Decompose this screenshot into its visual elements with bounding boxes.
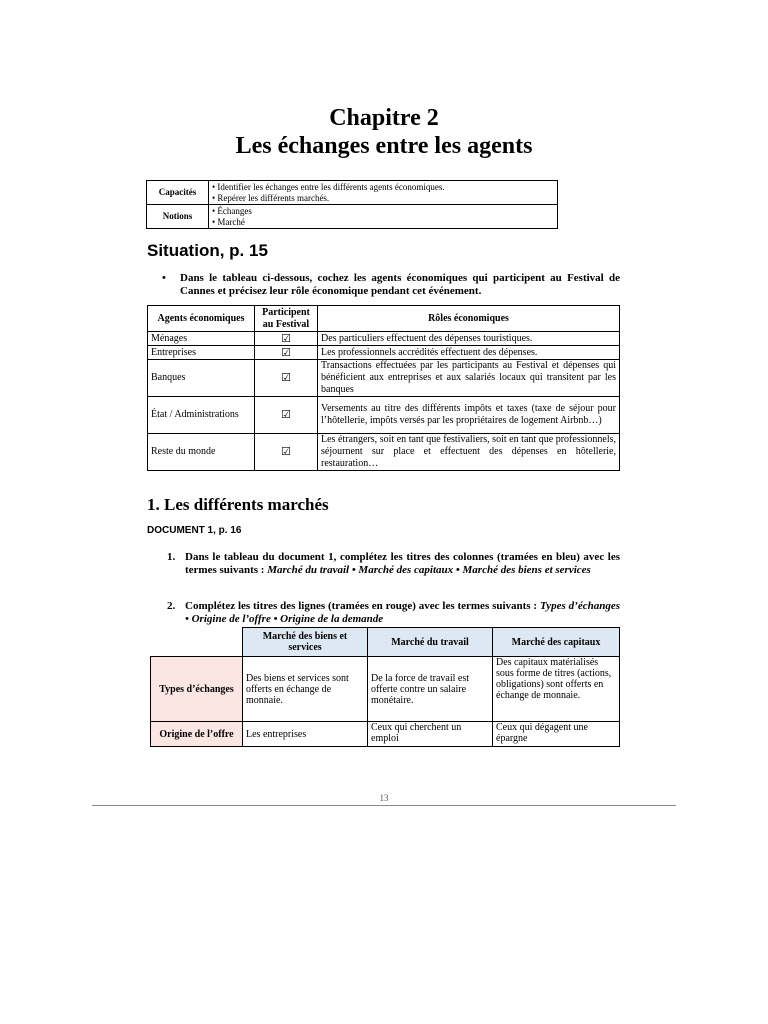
instruction-terms: Types d’échanges • Origine de l’offre • Origine de la demande bbox=[185, 600, 621, 625]
column-header: Marché des capitaux bbox=[493, 628, 620, 657]
checkbox-checked-icon[interactable]: ☑ bbox=[255, 346, 318, 360]
list-item: • Identifier les échanges entre les différents agents économiques. bbox=[212, 181, 445, 192]
table-cell: Des capitaux matérialisés sous forme de titres (actions, obligations) sont offerts en échange de monnaie. bbox=[493, 657, 620, 722]
table-row bbox=[148, 434, 620, 471]
agent-cell: Ménages bbox=[148, 332, 255, 346]
table-cell: Des biens et services sont offerts en échange de monnaie. bbox=[243, 657, 368, 722]
table-row bbox=[151, 657, 620, 722]
table-header-row bbox=[151, 628, 620, 657]
table-header-row bbox=[148, 306, 620, 332]
chapter-subtitle: Les échanges entre les agents bbox=[235, 133, 533, 159]
agent-cell: Entreprises bbox=[148, 346, 255, 360]
table-cell: De la force de travail est offerte contre un salaire monétaire. bbox=[368, 657, 493, 722]
instruction-text: Dans le tableau du document 1, complétez les titres des colonnes (tramées en bleu) avec les termes suivants : bbox=[185, 551, 620, 576]
situation-heading: Situation, p. 15 bbox=[147, 241, 268, 260]
column-header: Agents économiques bbox=[148, 306, 255, 332]
column-header: Marché du travail bbox=[368, 628, 493, 657]
table-row bbox=[148, 397, 620, 434]
role-cell: Des particuliers effectuent des dépenses touristiques. bbox=[318, 332, 620, 346]
instruction-1 bbox=[167, 551, 620, 577]
agent-cell: Reste du monde bbox=[148, 434, 255, 471]
role-cell: Les professionnels accrédités effectuent des dépenses. bbox=[318, 346, 620, 360]
table-cell: Ceux qui dégagent une épargne bbox=[493, 722, 620, 747]
instruction-text: Dans le tableau ci-dessous, cochez les agents économiques qui participent au Festival de Cannes et précisez leur rôle économique pendant cet événement. bbox=[180, 272, 620, 297]
list-item: • Repérer les différents marchés. bbox=[212, 192, 330, 203]
row-content bbox=[209, 205, 558, 229]
table-cell: Ceux qui cherchent un emploi bbox=[368, 722, 493, 747]
row-header: Origine de l’offre bbox=[151, 722, 243, 747]
table-row bbox=[147, 205, 558, 229]
instruction-text: Complétez les titres des lignes (tramées en rouge) avec les termes suivants : bbox=[185, 600, 538, 612]
bullet: • bbox=[162, 272, 166, 284]
instruction-terms: Marché du travail • Marché des capitaux • Marché des biens et services bbox=[267, 564, 591, 576]
markets-table bbox=[150, 627, 620, 747]
instruction-2 bbox=[167, 600, 621, 626]
capacites-table bbox=[146, 180, 558, 229]
role-cell: Les étrangers, soit en tant que festivaliers, soit en tant que professionnels, séjournent sur place et effectuent des dépenses en hôtellerie, restauration… bbox=[318, 434, 620, 471]
table-row bbox=[148, 332, 620, 346]
row-label: Capacités bbox=[147, 181, 209, 205]
role-cell: Versements au titre des différents impôts et taxes (taxe de séjour pour l’hôtellerie, impôts versés par les propriétaires de logement Airbnb…) bbox=[318, 397, 620, 434]
agent-cell: État / Administrations bbox=[148, 397, 255, 434]
agent-cell: Banques bbox=[148, 360, 255, 397]
checkbox-checked-icon[interactable]: ☑ bbox=[255, 434, 318, 471]
table-cell: Les entreprises bbox=[243, 722, 368, 747]
checkbox-checked-icon[interactable]: ☑ bbox=[255, 397, 318, 434]
table-row bbox=[148, 346, 620, 360]
list-item: • Échanges bbox=[212, 205, 252, 216]
row-label: Notions bbox=[147, 205, 209, 229]
checkbox-checked-icon[interactable]: ☑ bbox=[255, 332, 318, 346]
instruction-number: 2. bbox=[167, 600, 176, 612]
situation-instruction bbox=[162, 272, 620, 298]
table-row bbox=[148, 360, 620, 397]
checkbox-checked-icon[interactable]: ☑ bbox=[255, 360, 318, 397]
section-heading: 1. Les différents marchés bbox=[147, 495, 329, 514]
document-label: DOCUMENT 1, p. 16 bbox=[147, 525, 242, 536]
row-content bbox=[209, 181, 558, 205]
list-item: • Marché bbox=[212, 216, 245, 227]
table-row bbox=[147, 181, 558, 205]
column-header: Rôles économiques bbox=[318, 306, 620, 332]
role-cell: Transactions effectuées par les participants au Festival et dépenses qui bénéficient aux entreprises et aux salariés locaux qui transitent par les banques bbox=[318, 360, 620, 397]
table-row bbox=[151, 722, 620, 747]
footer-divider bbox=[92, 805, 676, 806]
empty-corner bbox=[151, 628, 243, 657]
instruction-number: 1. bbox=[167, 551, 176, 563]
agents-table bbox=[147, 305, 620, 471]
row-header: Types d’échanges bbox=[151, 657, 243, 722]
page-number: 13 bbox=[379, 793, 389, 803]
chapter-title: Chapitre 2 bbox=[329, 105, 439, 131]
column-header: Marché des biens et services bbox=[243, 628, 368, 657]
column-header: Participent au Festival bbox=[255, 306, 318, 332]
